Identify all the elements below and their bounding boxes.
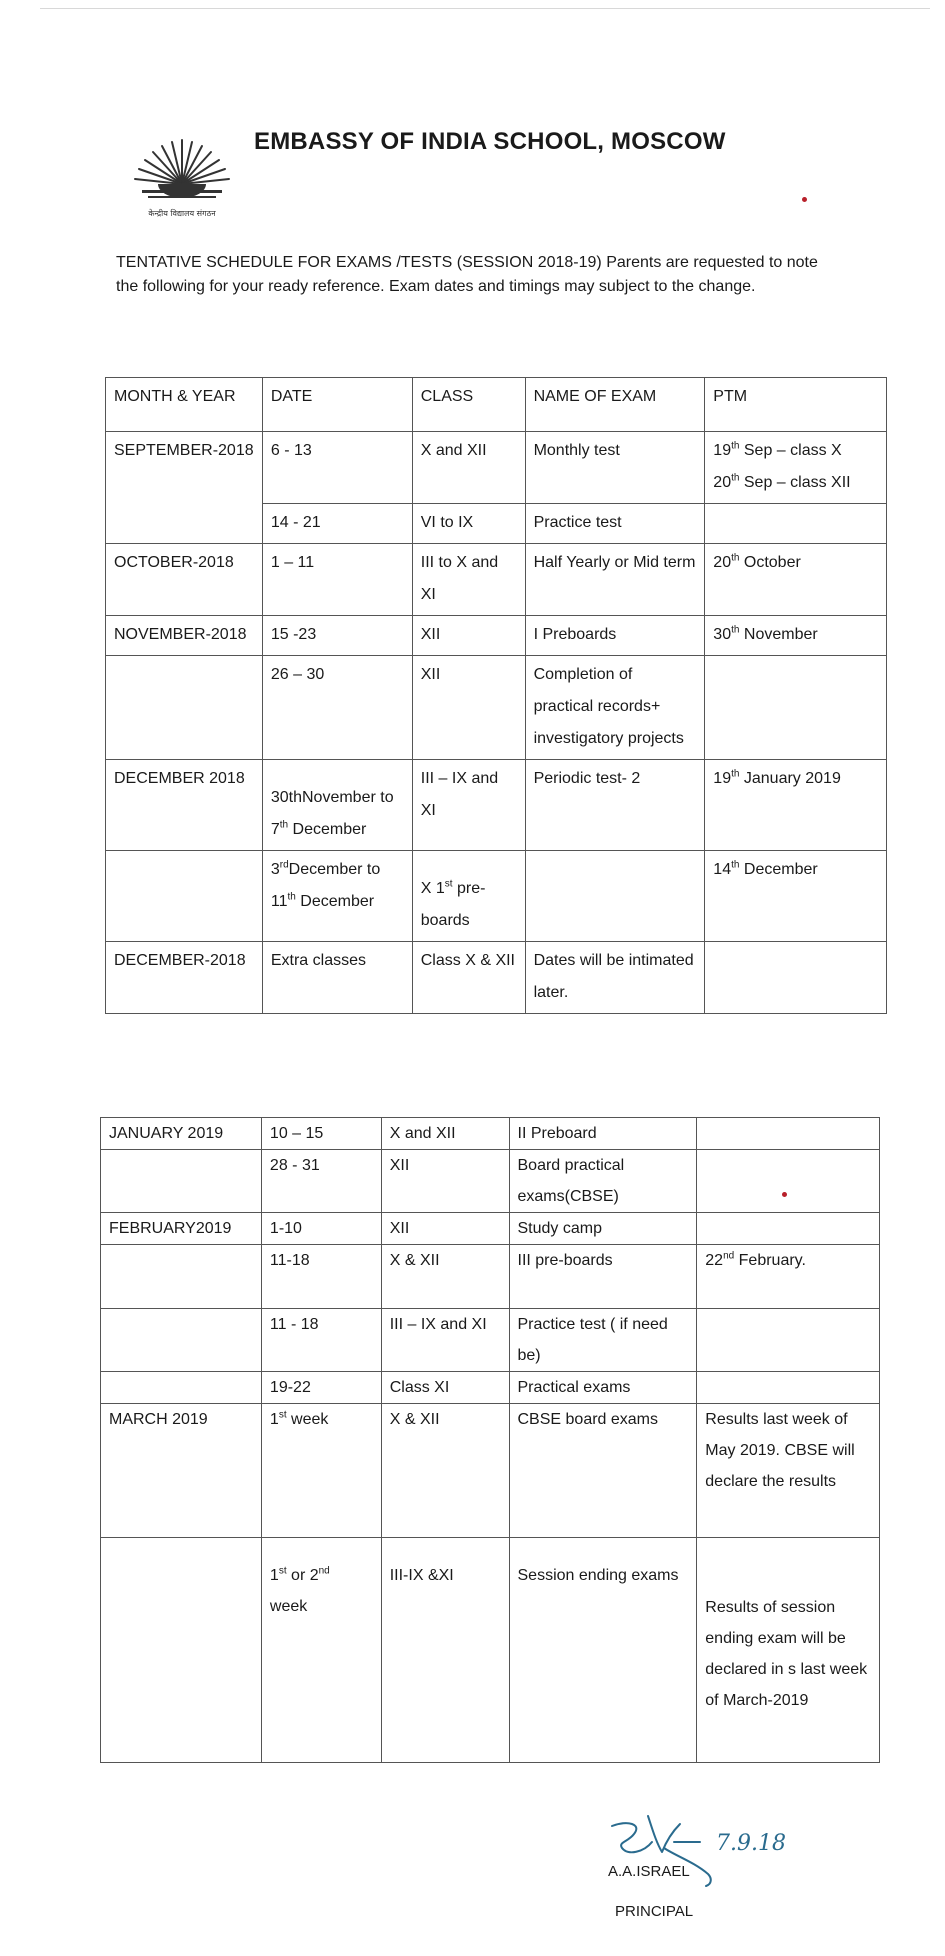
table-row <box>106 851 887 942</box>
ptm-cell <box>697 1213 880 1245</box>
handwritten-signature <box>604 1812 824 1892</box>
table-row <box>106 656 887 760</box>
table-header-row <box>106 378 887 432</box>
date-cell: 1st or 2nd week <box>261 1538 381 1763</box>
class-cell: III – IX and XI <box>412 760 525 851</box>
exam-cell: Practice test ( if need be) <box>509 1309 697 1372</box>
ptm-cell <box>705 504 887 544</box>
month-cell: JANUARY 2019 <box>101 1118 262 1150</box>
top-border-line <box>40 8 930 9</box>
date-cell: 26 – 30 <box>262 656 412 760</box>
header-date: DATE <box>262 378 412 432</box>
class-cell: XII <box>412 616 525 656</box>
class-cell: XII <box>381 1213 509 1245</box>
exam-cell: Dates will be intimated later. <box>525 942 705 1014</box>
date-cell: 10 – 15 <box>261 1118 381 1150</box>
school-logo-icon <box>128 132 236 222</box>
exam-cell: I Preboards <box>525 616 705 656</box>
month-cell <box>101 1245 262 1309</box>
header-month-year: MONTH & YEAR <box>106 378 263 432</box>
table-row <box>106 942 887 1014</box>
exam-cell: Practice test <box>525 504 705 544</box>
month-cell <box>106 656 263 760</box>
month-cell: NOVEMBER-2018 <box>106 616 263 656</box>
intro-paragraph: TENTATIVE SCHEDULE FOR EXAMS /TESTS (SESSION 2018-19) Parents are requested to note the following for your ready reference. Exam dates and timings may subject to the change. <box>116 254 818 295</box>
ptm-cell <box>705 656 887 760</box>
exam-schedule-table-1 <box>105 377 887 1014</box>
class-cell: XII <box>381 1150 509 1213</box>
date-cell: 15 -23 <box>262 616 412 656</box>
month-cell: SEPTEMBER-2018 <box>106 432 263 544</box>
date-cell: 6 - 13 <box>262 432 412 504</box>
header-ptm: PTM <box>705 378 887 432</box>
date-cell: 1-10 <box>261 1213 381 1245</box>
table-row <box>101 1309 880 1372</box>
signatory-title: PRINCIPAL <box>615 1903 694 1920</box>
exam-cell: Monthly test <box>525 432 705 504</box>
ptm-cell: Results last week of May 2019. CBSE will declare the results <box>697 1404 880 1538</box>
header-name-of-exam: NAME OF EXAM <box>525 378 705 432</box>
month-cell: DECEMBER-2018 <box>106 942 263 1014</box>
class-cell: III – IX and XI <box>381 1309 509 1372</box>
exam-cell: Session ending exams <box>509 1538 697 1763</box>
table-row <box>101 1538 880 1763</box>
class-cell: X & XII <box>381 1245 509 1309</box>
class-cell: Class X & XII <box>412 942 525 1014</box>
exam-cell: Completion of practical records+ investigatory projects <box>525 656 705 760</box>
month-cell <box>106 851 263 942</box>
class-cell: III to X and XI <box>412 544 525 616</box>
ptm-cell: 20th October <box>705 544 887 616</box>
date-cell: 11 - 18 <box>261 1309 381 1372</box>
date-cell: 28 - 31 <box>261 1150 381 1213</box>
exam-cell: Practical exams <box>509 1372 697 1404</box>
table-row <box>101 1118 880 1150</box>
month-cell: MARCH 2019 <box>101 1404 262 1538</box>
class-cell: X 1st pre-boards <box>412 851 525 942</box>
class-cell: X and XII <box>412 432 525 504</box>
ptm-cell: 19th January 2019 <box>705 760 887 851</box>
ptm-cell <box>697 1372 880 1404</box>
ptm-cell <box>705 942 887 1014</box>
ptm-cell <box>697 1118 880 1150</box>
header-class: CLASS <box>412 378 525 432</box>
signature-date: 7.9.18 <box>716 1831 786 1856</box>
class-cell: XII <box>412 656 525 760</box>
month-cell <box>101 1538 262 1763</box>
date-cell: 1 – 11 <box>262 544 412 616</box>
stray-mark <box>802 197 807 202</box>
exam-cell: III pre-boards <box>509 1245 697 1309</box>
ptm-cell: 22nd February. <box>697 1245 880 1309</box>
logo-caption: केन्द्रीय विद्यालय संगठन <box>148 209 216 218</box>
signatory-name: A.A.ISRAEL <box>608 1863 690 1880</box>
exam-cell: CBSE board exams <box>509 1404 697 1538</box>
date-cell: 11-18 <box>261 1245 381 1309</box>
table-row <box>106 760 887 851</box>
month-cell <box>101 1309 262 1372</box>
class-cell: X & XII <box>381 1404 509 1538</box>
ptm-cell: 14th December <box>705 851 887 942</box>
date-cell: 14 - 21 <box>262 504 412 544</box>
ptm-cell: Results of session ending exam will be declared in s last week of March-2019 <box>697 1538 880 1763</box>
stray-mark <box>782 1192 787 1197</box>
table-row <box>101 1245 880 1309</box>
date-cell: 30thNovember to 7th December <box>262 760 412 851</box>
table-row <box>106 616 887 656</box>
month-cell <box>101 1150 262 1213</box>
table-row <box>101 1150 880 1213</box>
table-row <box>101 1372 880 1404</box>
date-cell: 3rdDecember to 11th December <box>262 851 412 942</box>
ptm-cell: 30th November <box>705 616 887 656</box>
month-cell: FEBRUARY2019 <box>101 1213 262 1245</box>
exam-cell: Board practical exams(CBSE) <box>509 1150 697 1213</box>
table-row <box>101 1404 880 1538</box>
month-cell <box>101 1372 262 1404</box>
date-cell: 19-22 <box>261 1372 381 1404</box>
date-cell: 1st week <box>261 1404 381 1538</box>
exam-cell: Periodic test- 2 <box>525 760 705 851</box>
exam-schedule-table-2 <box>100 1117 880 1763</box>
month-cell: OCTOBER-2018 <box>106 544 263 616</box>
class-cell: Class XI <box>381 1372 509 1404</box>
exam-cell: Half Yearly or Mid term <box>525 544 705 616</box>
class-cell: X and XII <box>381 1118 509 1150</box>
exam-cell: II Preboard <box>509 1118 697 1150</box>
class-cell: III-IX &XI <box>381 1538 509 1763</box>
ptm-cell: 19th Sep – class X 20th Sep – class XII <box>705 432 887 504</box>
class-cell: VI to IX <box>412 504 525 544</box>
table-row <box>106 432 887 504</box>
ptm-cell <box>697 1309 880 1372</box>
exam-cell: Study camp <box>509 1213 697 1245</box>
date-cell: Extra classes <box>262 942 412 1014</box>
table-row <box>106 544 887 616</box>
table-row <box>101 1213 880 1245</box>
school-name-heading: EMBASSY OF INDIA SCHOOL, MOSCOW <box>254 128 726 155</box>
exam-cell <box>525 851 705 942</box>
month-cell: DECEMBER 2018 <box>106 760 263 851</box>
ptm-cell <box>697 1150 880 1213</box>
